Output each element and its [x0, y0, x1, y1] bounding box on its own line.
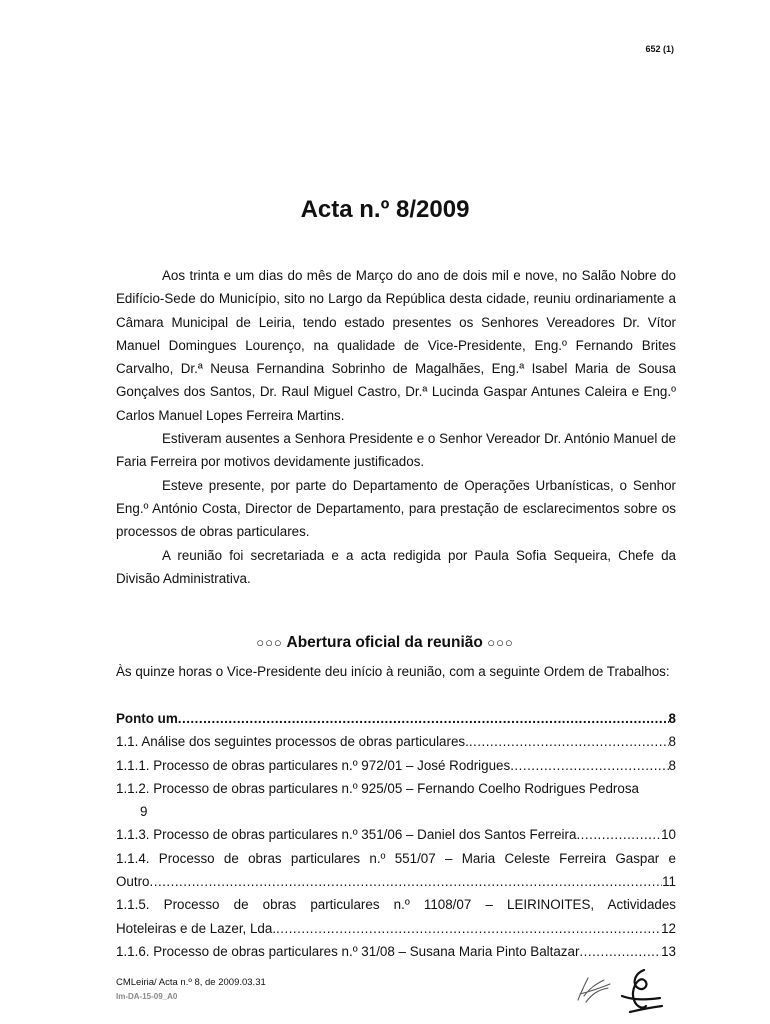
- toc-leader: [469, 730, 669, 753]
- toc-label-line2: Hoteleiras e de Lazer, Lda.: [116, 920, 277, 936]
- page-number: 652 (1): [645, 44, 674, 54]
- toc-label-line2: Outro: [116, 874, 150, 890]
- toc-ponto-um: [116, 707, 676, 730]
- toc-page: 10: [661, 827, 676, 843]
- toc-item-1-1-5: [116, 893, 676, 940]
- toc-leader: [178, 707, 669, 730]
- signature-icon: [616, 966, 668, 1018]
- toc-label: Ponto um: [116, 711, 178, 726]
- toc-item-1-1-4: [116, 847, 676, 894]
- toc-item-1-1-3: [116, 823, 676, 846]
- paragraph-secretary: A reunião foi secretariada e a acta redigida por Paula Sofia Sequeira, Chefe da Divisão Administrativa.: [116, 547, 676, 586]
- toc-page: 11: [662, 874, 676, 890]
- toc-label: 1.1. Análise dos seguintes processos de obras particulares.: [116, 734, 469, 750]
- document-body: [116, 264, 676, 590]
- paragraph-presence: Esteve presente, por parte do Departamento de Operações Urbanísticas, o Senhor Eng.º António Costa, Director de Departamento, para prestação de esclarecimentos sobre os processos de obras particulares.: [116, 477, 676, 540]
- toc-label-line1: 1.1.4. Processo de obras particulares n.º 551/07 – Maria Celeste Ferreira Gaspar e: [116, 850, 676, 866]
- toc-item-1-1: [116, 730, 676, 753]
- toc-leader: [576, 823, 661, 846]
- toc-item-1-1-1: [116, 754, 676, 777]
- toc-page: 8: [668, 734, 676, 750]
- toc-page: 8: [668, 757, 676, 773]
- toc-page: 8: [668, 711, 676, 726]
- toc-page: 9: [140, 804, 148, 820]
- toc-leader: [276, 917, 661, 940]
- toc-label: 1.1.6. Processo de obras particulares n.º 31/08 – Susana Maria Pinto Baltazar: [116, 943, 580, 959]
- toc-leader: [150, 870, 663, 893]
- toc-leader: [510, 754, 668, 777]
- intro-paragraph: Às quinze horas o Vice-Presidente deu início à reunião, com a seguinte Ordem de Trabalhos:: [116, 664, 670, 679]
- paragraph-absences: Estiveram ausentes a Senhora Presidente e o Senhor Vereador Dr. António Manuel de Faria Ferreira por motivos devidamente justificados.: [116, 431, 676, 470]
- toc-page: 12: [661, 920, 676, 936]
- toc-page: 13: [661, 943, 676, 959]
- toc-label: 1.1.2. Processo de obras particulares n.º 925/05 – Fernando Coelho Rodrigues Pedrosa: [116, 780, 639, 796]
- footer-reference: CMLeiria/ Acta n.º 8, de 2009.03.31: [116, 977, 266, 988]
- toc-label: 1.1.3. Processo de obras particulares n.º 351/06 – Daniel dos Santos Ferreira: [116, 827, 577, 843]
- toc-leader: [579, 940, 661, 963]
- toc-label-line1: 1.1.5. Processo de obras particulares n.º 1108/07 – LEIRINOITES, Actividades: [116, 897, 676, 913]
- section-title: Abertura oficial da reunião: [286, 634, 483, 651]
- toc-item-1-1-2: [116, 777, 676, 824]
- toc-item-1-1-6: [116, 940, 676, 963]
- document-title: Acta n.º 8/2009: [300, 196, 470, 223]
- ornament-left: ○○○: [256, 635, 283, 650]
- section-heading: [0, 634, 770, 652]
- footer: [116, 976, 266, 1004]
- table-of-contents: [116, 707, 676, 963]
- signature-initials-icon: [574, 972, 614, 1006]
- toc-label: 1.1.1. Processo de obras particulares n.º 972/01 – José Rodrigues: [116, 757, 511, 773]
- paragraph-attendance: Aos trinta e um dias do mês de Março do ano de dois mil e nove, no Salão Nobre do Edifício-Sede do Município, sito no Largo da República desta cidade, reuniu ordinariamente a Câmara Municipal de Leiria, tendo estado presentes os Senhores Vereadores Dr. Vítor Manuel Domingues Lourenço, na qualidade de Vice-Presidente, Eng.º Fernando Brites Carvalho, Dr.ª Neusa Fernandina Sobrinho de Magalhães, Eng.ª Isabel Maria de Sousa Gonçalves dos Santos, Dr. Raul Miguel Castro, Dr.ª Lucinda Gaspar Antunes Caleira e Eng.º Carlos Manuel Lopes Ferreira Martins.: [116, 268, 676, 423]
- footer-form-code: Im-DA-15-09_A0: [116, 992, 178, 1001]
- ornament-right: ○○○: [487, 635, 514, 650]
